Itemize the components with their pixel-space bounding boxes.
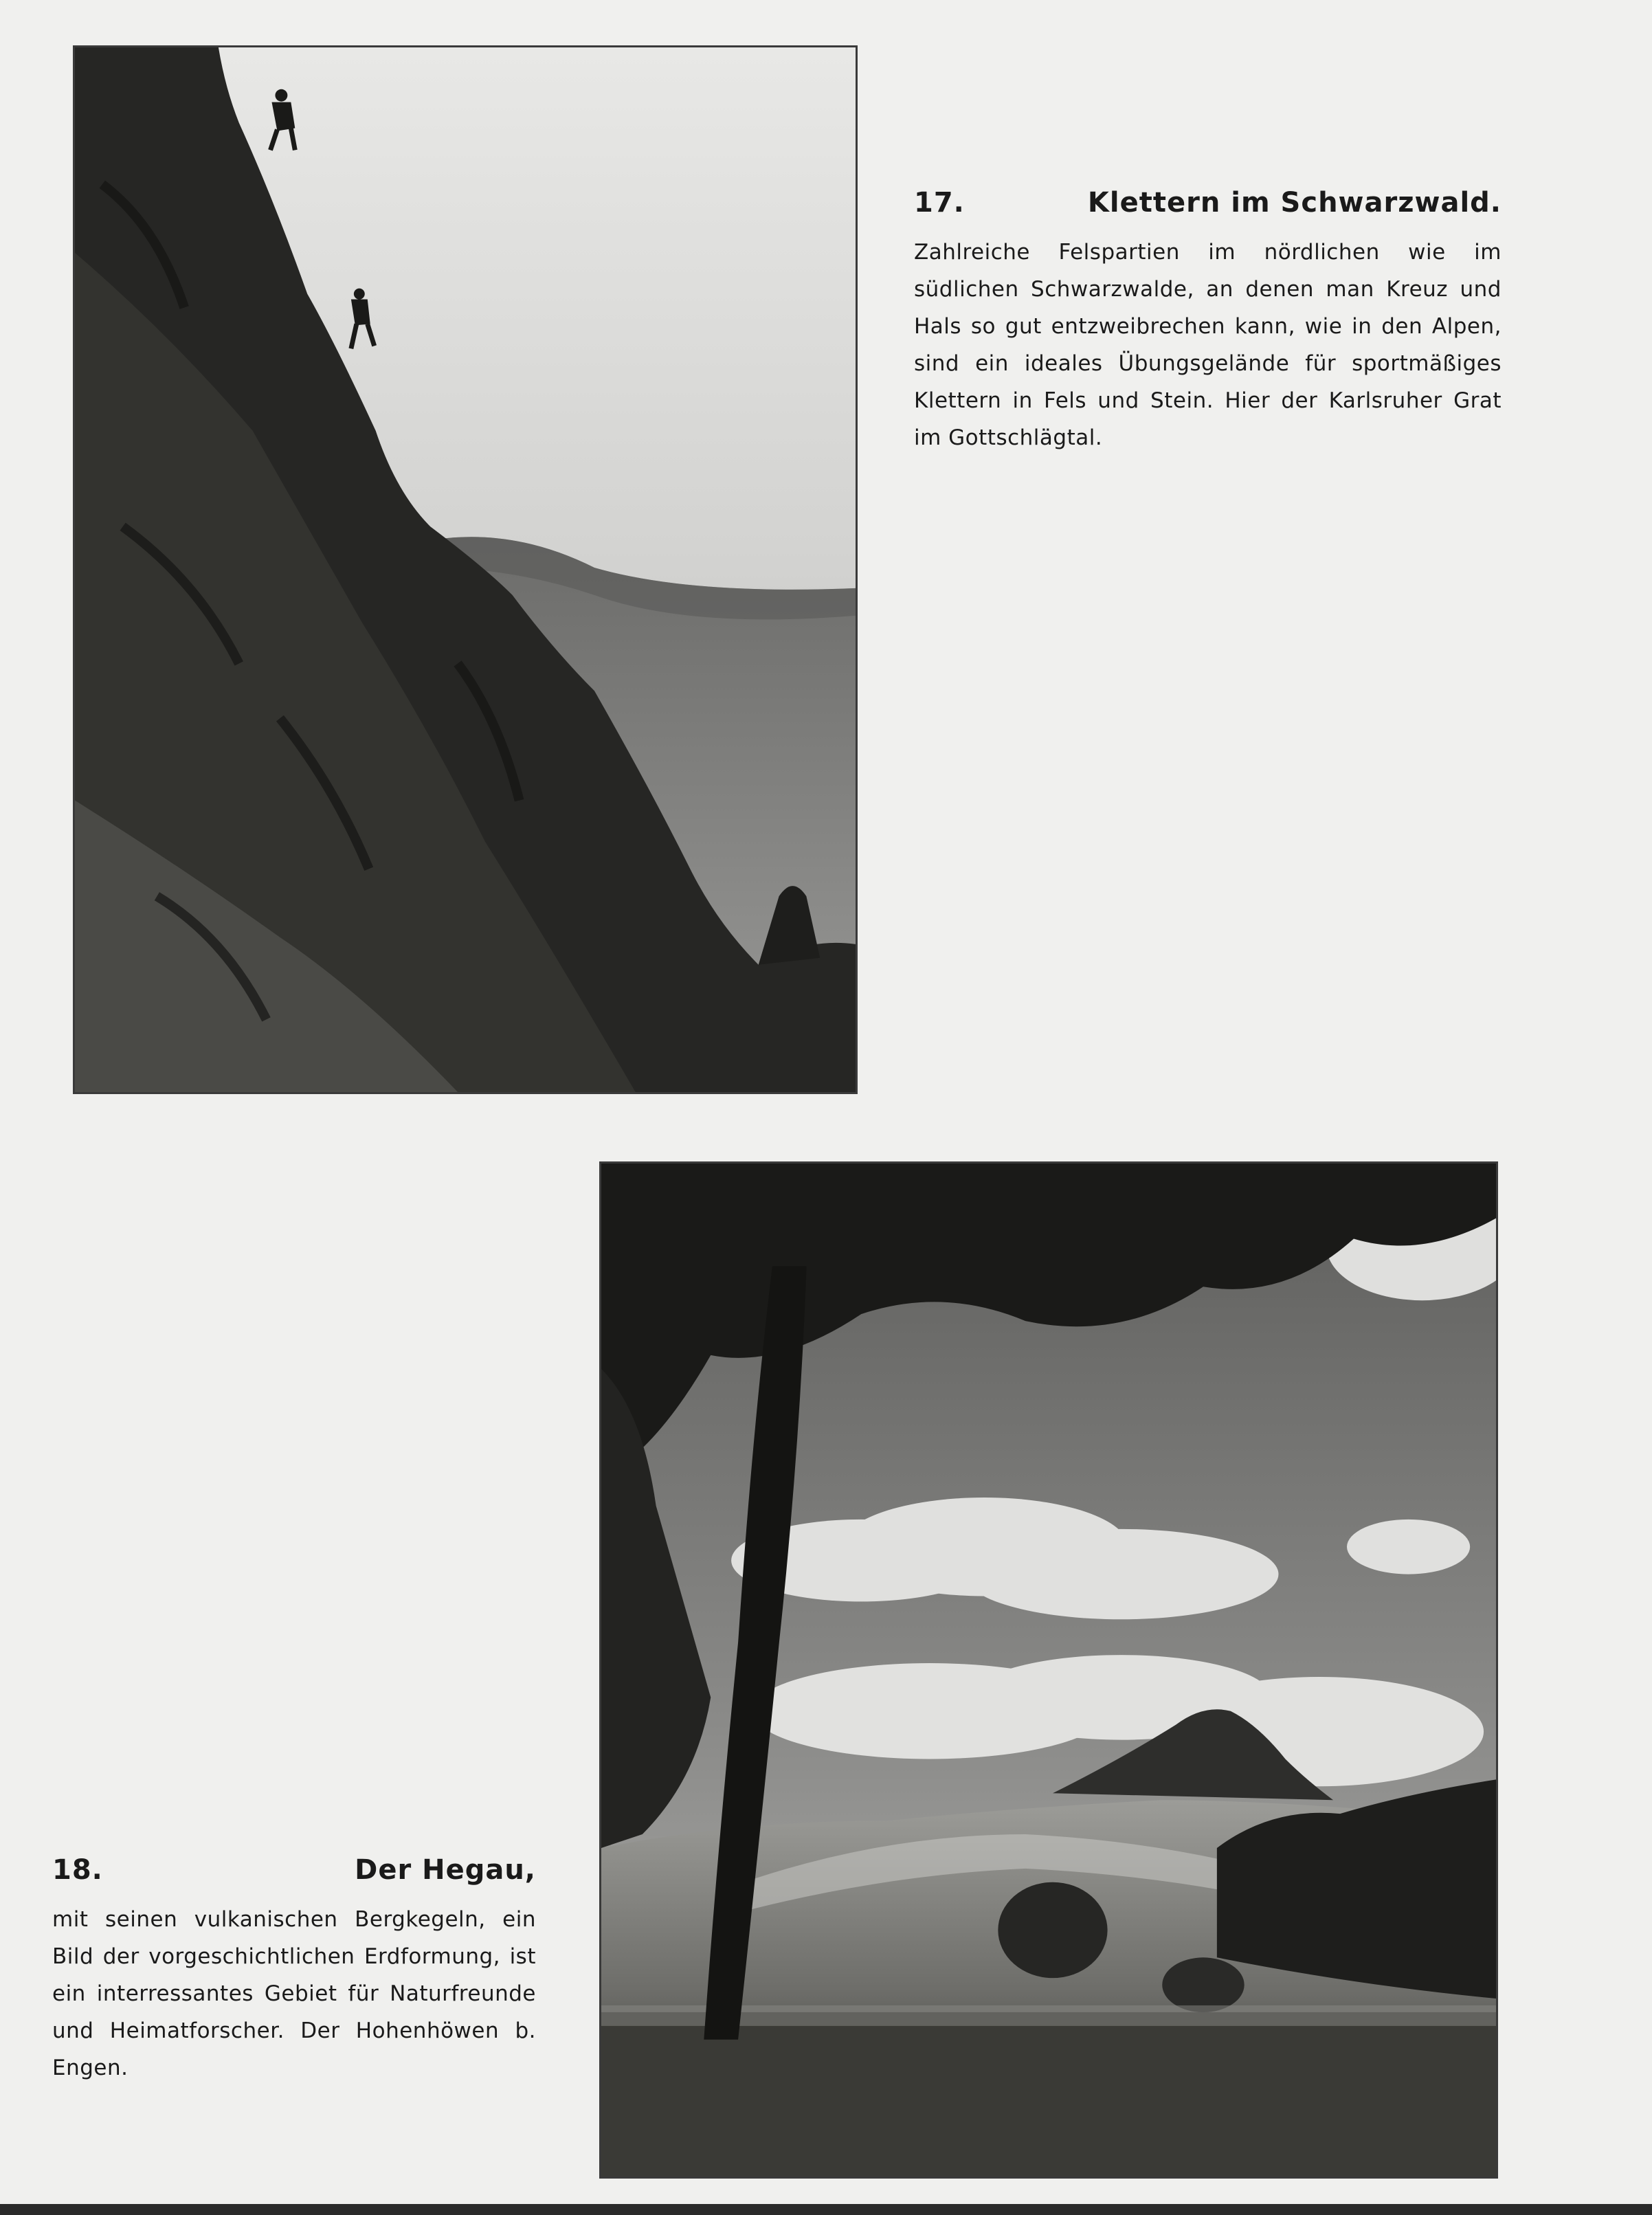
plate-number-18: 18. bbox=[52, 1854, 103, 1886]
page-bottom-edge bbox=[0, 2204, 1652, 2215]
caption-18-header bbox=[52, 1854, 536, 1886]
plate-text-17: Zahlreiche Felspartien im nördlichen wie im südlichen Schwarzwalde, an denen man Kreuz und Hals so gut entzweibrechen kann, wie in den Alpen, sind ein ideales Übungsgelände für sportmäßiges Klettern in Fels und Stein. Hier der Karlsruher Grat im Gottschlägtal. bbox=[914, 240, 1502, 450]
caption-17-header bbox=[914, 187, 1502, 219]
climbing-rock-face-image bbox=[75, 47, 856, 1092]
photo-climbing-black-forest bbox=[73, 45, 858, 1094]
photo-hegau-landscape bbox=[599, 1161, 1498, 2179]
plate-title-18: Der Hegau, bbox=[355, 1854, 536, 1886]
plate-title-17: Klettern im Schwarzwald. bbox=[1087, 187, 1502, 219]
caption-18 bbox=[52, 1854, 536, 2086]
plate-number-17: 17. bbox=[914, 187, 965, 219]
plate-text-18: mit seinen vulkanischen Bergkegeln, ein Bild der vorgeschichtlichen Erdformung, ist ein interressantes Gebiet für Naturfreunde und Heimatforscher. Der Hohenhöwen b. Engen. bbox=[52, 1907, 536, 2080]
caption-17 bbox=[914, 187, 1502, 456]
hegau-landscape-image bbox=[601, 1164, 1496, 2177]
